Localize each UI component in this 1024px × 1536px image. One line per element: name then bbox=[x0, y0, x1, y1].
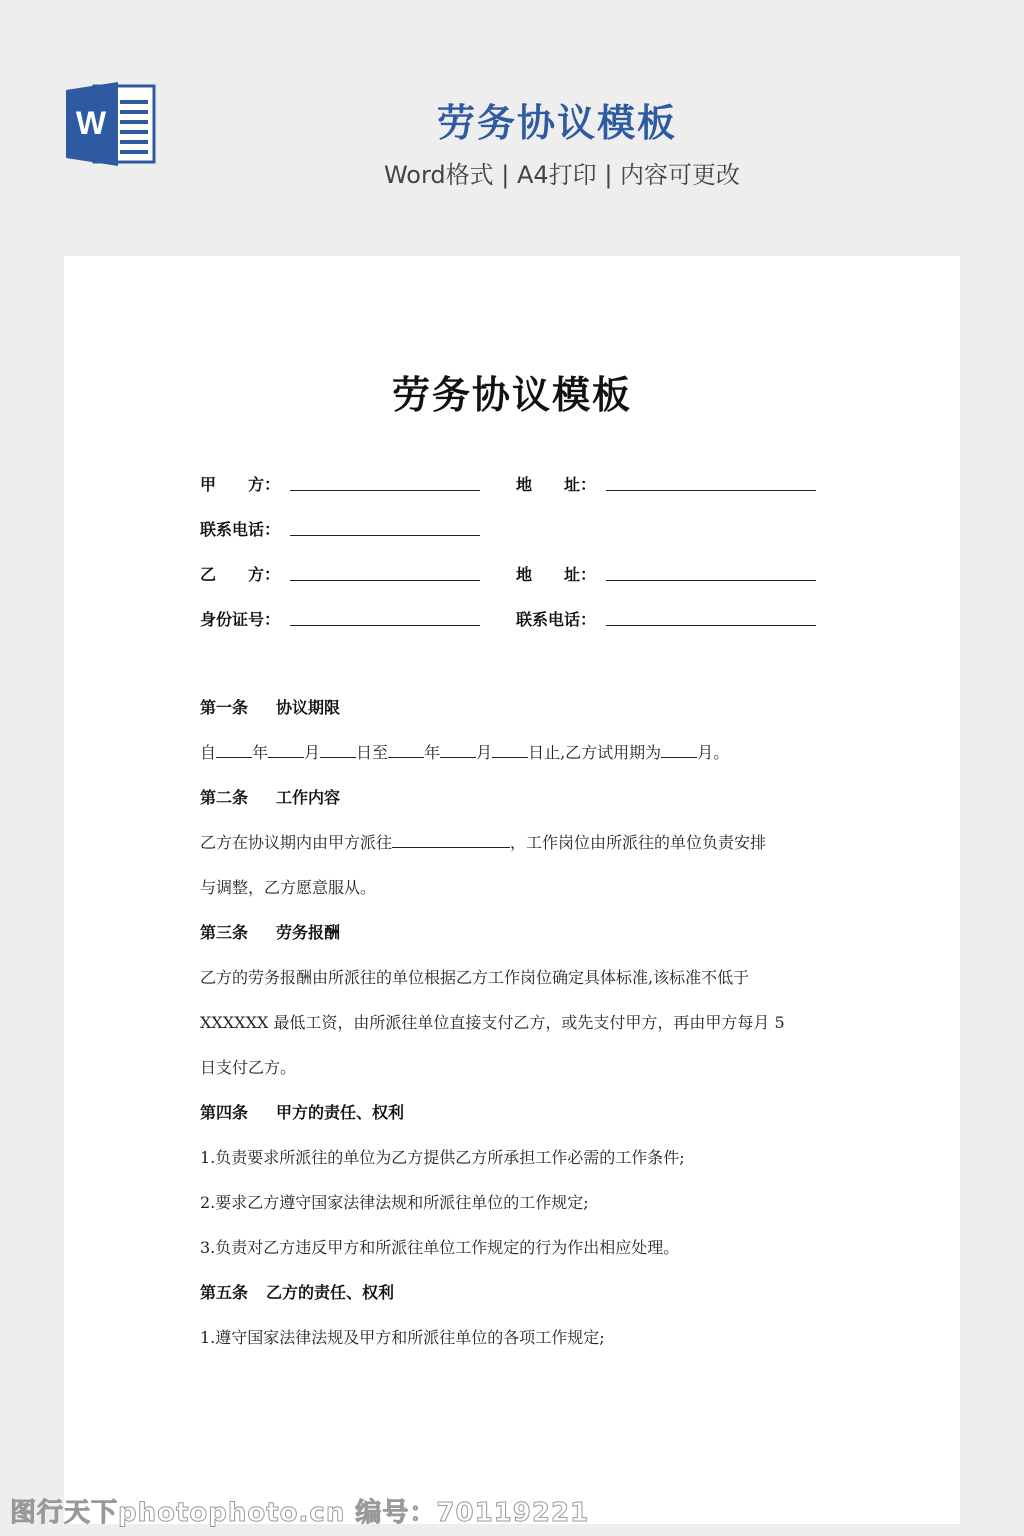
article-3-heading bbox=[200, 921, 840, 966]
field-row-party-a-phone bbox=[200, 517, 900, 547]
party-b-phone-input[interactable] bbox=[606, 625, 816, 626]
start-year-blank[interactable] bbox=[216, 741, 252, 758]
article-2-heading bbox=[200, 786, 840, 831]
article-2-line-1 bbox=[200, 831, 840, 876]
article-3-line-2: XXXXXX 最低工资，由所派往单位直接支付乙方，或先支付甲方，再由甲方每月 5 bbox=[200, 1013, 785, 1032]
svg-text:W: W bbox=[75, 105, 107, 141]
start-month-blank[interactable] bbox=[268, 741, 304, 758]
header-title: 劳务协议模板 bbox=[436, 101, 677, 145]
article-4-name: 甲方的责任、权利 bbox=[276, 1103, 405, 1122]
page-header bbox=[0, 0, 1024, 240]
probation-months-blank[interactable] bbox=[661, 741, 697, 758]
term-text-month: 月 bbox=[304, 743, 321, 762]
article-1-name: 协议期限 bbox=[276, 698, 341, 717]
article-5-item-1: 1.遵守国家法律法规及甲方和所派往单位的各项工作规定; bbox=[200, 1328, 605, 1347]
party-b-id-label: 身份证号： bbox=[200, 610, 281, 629]
article-5-heading bbox=[200, 1281, 840, 1326]
watermark: 图行天下photophoto.cn 编号：70119221 bbox=[10, 1498, 590, 1528]
party-a-phone-label: 联系电话： bbox=[200, 520, 281, 539]
article-2-line-2: 与调整，乙方愿意服从。 bbox=[200, 878, 377, 897]
article-1-term-text bbox=[200, 741, 840, 786]
end-day-blank[interactable] bbox=[492, 741, 528, 758]
article-3-number: 第三条 bbox=[200, 923, 249, 942]
article-2-name: 工作内容 bbox=[276, 788, 341, 807]
party-a-label: 甲 方： bbox=[200, 475, 281, 494]
agreement-body bbox=[200, 696, 840, 1371]
article-2-number: 第二条 bbox=[200, 788, 249, 807]
party-b-address-input[interactable] bbox=[606, 580, 816, 581]
end-year-blank[interactable] bbox=[388, 741, 424, 758]
party-a-phone-input[interactable] bbox=[290, 535, 480, 536]
article-5-number: 第五条 bbox=[200, 1283, 249, 1302]
term-text-probation: 日止,乙方试用期为 bbox=[528, 743, 662, 762]
term-text-from: 自 bbox=[200, 743, 217, 762]
start-day-blank[interactable] bbox=[320, 741, 356, 758]
party-b-input[interactable] bbox=[290, 580, 480, 581]
term-text-year: 年 bbox=[252, 743, 269, 762]
article-1-heading bbox=[200, 696, 840, 741]
dispatch-unit-blank[interactable] bbox=[392, 831, 510, 848]
party-a-address-label: 地 址： bbox=[516, 475, 597, 494]
article-1-number: 第一条 bbox=[200, 698, 249, 717]
party-b-address-label: 地 址： bbox=[516, 565, 597, 584]
article-4-heading bbox=[200, 1101, 840, 1146]
article-2-text-b: ，工作岗位由所派往的单位负责安排 bbox=[510, 833, 767, 852]
article-3-line-1: 乙方的劳务报酬由所派往的单位根据乙方工作岗位确定具体标准,该标准不低于 bbox=[200, 968, 750, 987]
article-2-text-a: 乙方在协议期内由甲方派往 bbox=[200, 833, 393, 852]
header-subtitle: Word格式 | A4打印 | 内容可更改 bbox=[383, 161, 741, 189]
party-b-id-input[interactable] bbox=[290, 625, 480, 626]
end-month-blank[interactable] bbox=[440, 741, 476, 758]
field-row-party-b bbox=[200, 562, 900, 592]
term-text-months: 月。 bbox=[697, 743, 730, 762]
article-3-line-3: 日支付乙方。 bbox=[200, 1058, 297, 1077]
article-4-item-3: 3.负责对乙方违反甲方和所派往单位工作规定的行为作出相应处理。 bbox=[200, 1238, 680, 1257]
party-b-label: 乙 方： bbox=[200, 565, 281, 584]
field-row-party-b-id bbox=[200, 607, 900, 637]
article-4-number: 第四条 bbox=[200, 1103, 249, 1122]
article-5-name: 乙方的责任、权利 bbox=[266, 1283, 395, 1302]
article-3-name: 劳务报酬 bbox=[276, 923, 341, 942]
document-page bbox=[64, 256, 960, 1524]
party-a-input[interactable] bbox=[290, 490, 480, 491]
term-text-month-2: 月 bbox=[476, 743, 493, 762]
party-a-address-input[interactable] bbox=[606, 490, 816, 491]
article-4-item-2: 2.要求乙方遵守国家法律法规和所派往单位的工作规定; bbox=[200, 1193, 589, 1212]
term-text-year-2: 年 bbox=[424, 743, 441, 762]
term-text-day-to: 日至 bbox=[356, 743, 389, 762]
article-4-item-1: 1.负责要求所派往的单位为乙方提供乙方所承担工作必需的工作条件; bbox=[200, 1148, 685, 1167]
party-b-phone-label: 联系电话： bbox=[516, 610, 597, 629]
field-row-party-a bbox=[200, 472, 900, 502]
document-title: 劳务协议模板 bbox=[391, 372, 632, 417]
